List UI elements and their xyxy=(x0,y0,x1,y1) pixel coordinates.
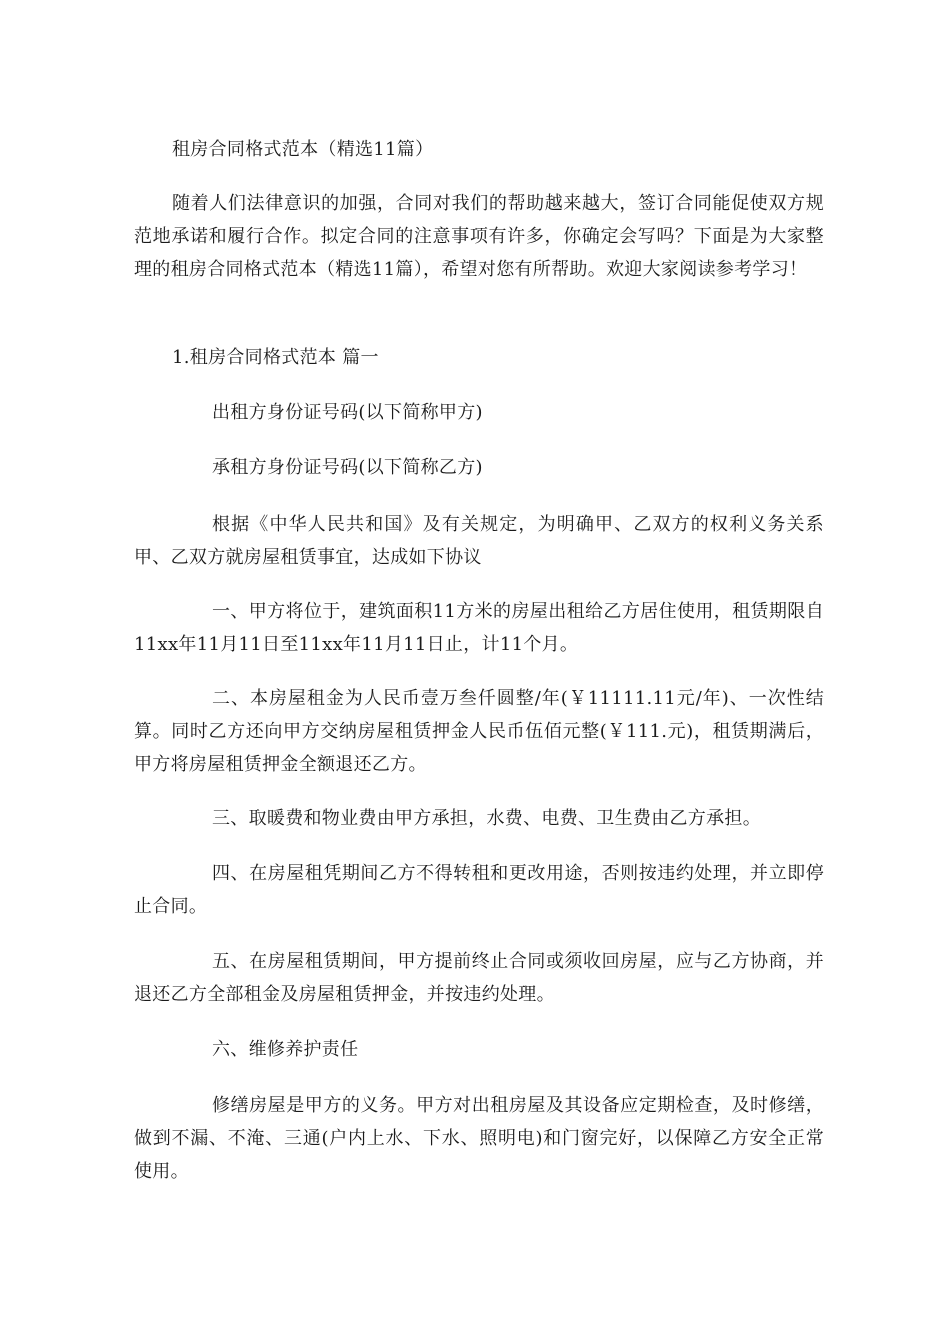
clause-6-body: 修缮房屋是甲方的义务。甲方对出租房屋及其设备应定期检查，及时修缮，做到不漏、不淹、三通(户内上水、下水、照明电)和门窗完好，以保障乙方安全正常使用。 xyxy=(134,1095,824,1182)
clause-5: 五、在房屋租赁期间，甲方提前终止合同或须收回房屋，应与乙方协商，并退还乙方全部租金及房屋租赁押金，并按违约处理。 xyxy=(134,951,824,1005)
document-title: 租房合同格式范本（精选11篇） xyxy=(172,139,434,160)
clause-2: 二、本房屋租金为人民币壹万叁仟圆整/年(￥11111.11元/年)、一次性结算。同时乙方还向甲方交纳房屋租赁押金人民币伍佰元整(￥111.元)，租赁期满后，甲方将房屋租赁押金全额退还乙方。 xyxy=(134,688,824,775)
lessor-line: 出租方身份证号码(以下简称甲方) xyxy=(212,402,483,423)
clause-6-heading: 六、维修养护责任 xyxy=(212,1039,359,1060)
clause-3: 三、取暖费和物业费由甲方承担，水费、电费、卫生费由乙方承担。 xyxy=(212,808,761,829)
section-heading: 1.租房合同格式范本 篇一 xyxy=(172,347,379,368)
preamble-paragraph: 根据《中华人民共和国》及有关规定，为明确甲、乙双方的权利义务关系甲、乙双方就房屋租赁事宜，达成如下协议 xyxy=(134,514,824,568)
lessee-line: 承租方身份证号码(以下简称乙方) xyxy=(212,457,483,478)
clause-1: 一、甲方将位于，建筑面积11方米的房屋出租给乙方居住使用，租赁期限自11xx年11月11日至11xx年11月11日止，计11个月。 xyxy=(134,601,824,655)
intro-paragraph: 随着人们法律意识的加强，合同对我们的帮助越来越大，签订合同能促使双方规范地承诺和履行合作。拟定合同的注意事项有许多，你确定会写吗？下面是为大家整理的租房合同格式范本（精选11篇），希望对您有所帮助。欢迎大家阅读参考学习！ xyxy=(134,193,824,280)
clause-4: 四、在房屋租凭期间乙方不得转租和更改用途，否则按违约处理，并立即停止合同。 xyxy=(134,863,824,917)
